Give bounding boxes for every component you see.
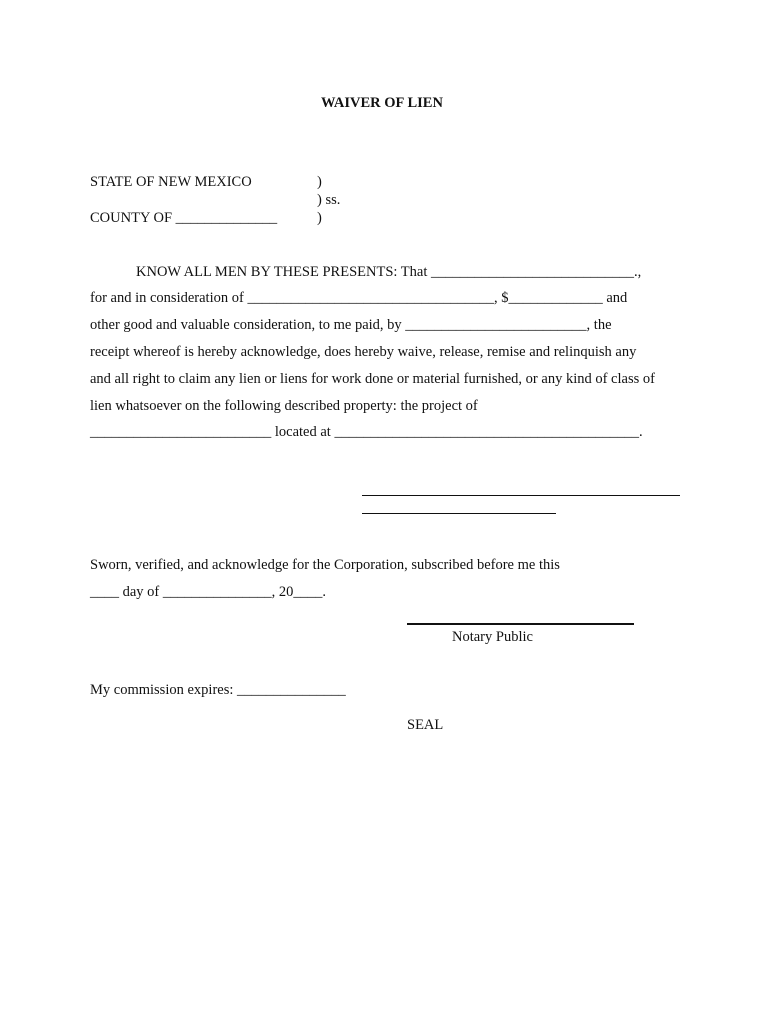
- body-line: _________________________ located at __________________________________________.: [90, 424, 643, 440]
- body-line: KNOW ALL MEN BY THESE PRESENTS: That ____________________________.,: [136, 264, 642, 280]
- venue-county: COUNTY OF ______________: [90, 210, 278, 226]
- notary-signature-line: [407, 623, 634, 625]
- body-line: lien whatsoever on the following described property: the project of: [90, 398, 478, 414]
- body-line: receipt whereof is hereby acknowledge, does hereby waive, release, remise and relinquish any: [90, 344, 637, 360]
- document-title: WAIVER OF LIEN: [321, 95, 443, 111]
- body-line: for and in consideration of __________________________________, $_____________ and: [90, 290, 628, 306]
- venue-paren-ss: ) ss.: [317, 192, 341, 208]
- sworn-line: ____ day of _______________, 20____.: [90, 584, 327, 600]
- notary-public-label: Notary Public: [452, 629, 533, 645]
- venue-paren-1: ): [317, 174, 322, 190]
- body-line: and all right to claim any lien or liens for work done or material furnished, or any kind of class of: [90, 371, 655, 387]
- venue-state: STATE OF NEW MEXICO: [90, 174, 252, 190]
- signature-line-2: [362, 513, 556, 514]
- sworn-line: Sworn, verified, and acknowledge for the Corporation, subscribed before me this: [90, 557, 560, 573]
- seal-label: SEAL: [407, 717, 444, 733]
- venue-paren-3: ): [317, 210, 322, 226]
- commission-expires: My commission expires: _______________: [90, 682, 346, 698]
- body-line: other good and valuable consideration, to me paid, by _________________________, the: [90, 317, 612, 333]
- signature-line-1: [362, 495, 680, 496]
